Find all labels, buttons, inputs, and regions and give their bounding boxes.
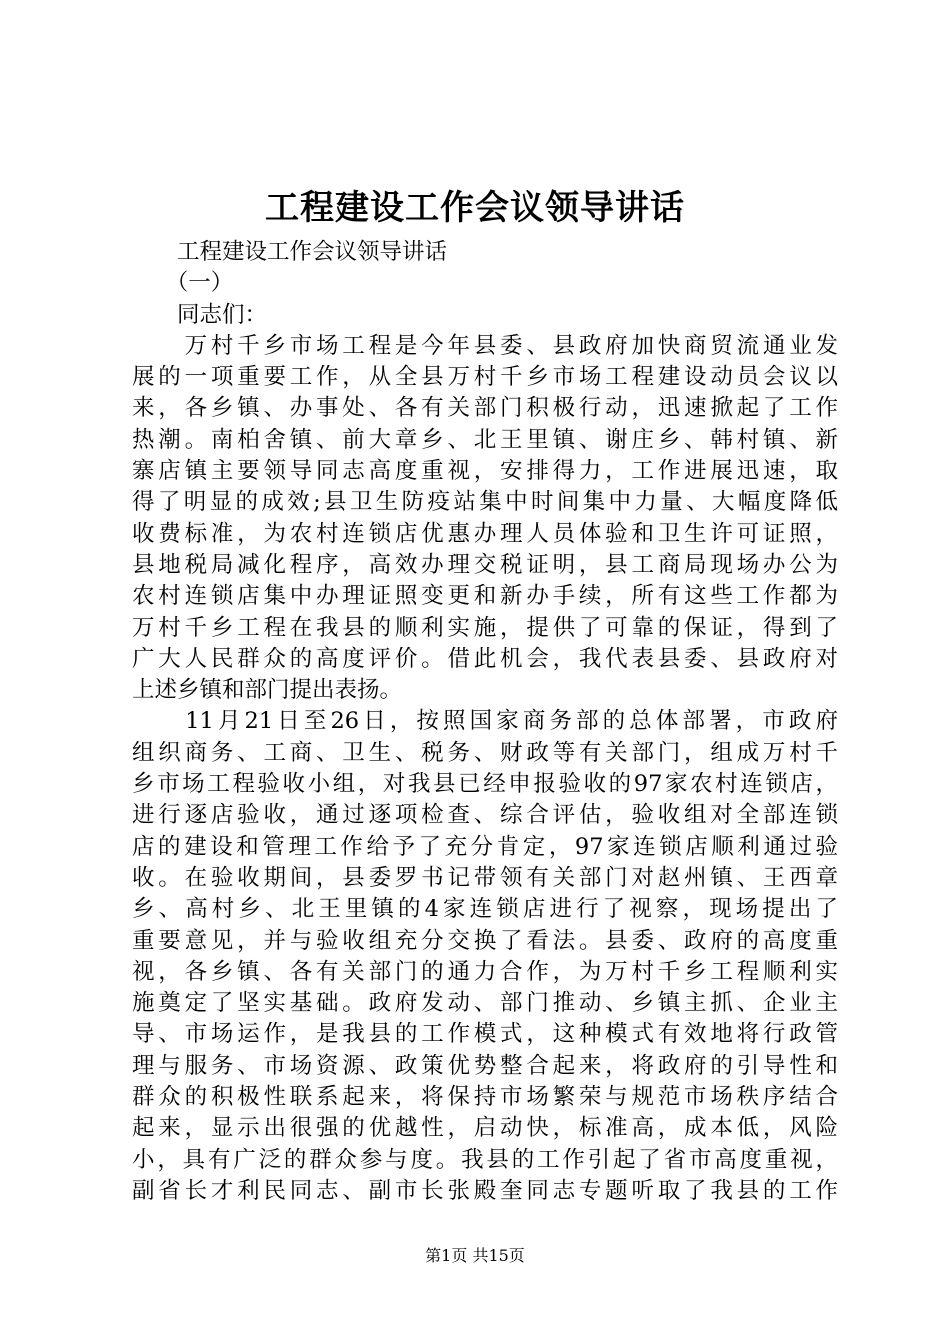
text-line: 乡、高村乡、北王里镇的4家连锁店进行了视察，现场提出了 — [132, 896, 838, 923]
text-line: 群众的积极性联系起来，将保持市场繁荣与规范市场秩序结合 — [132, 1084, 838, 1111]
text-line: 寨店镇主要领导同志高度重视，安排得力，工作进展迅速，取 — [132, 458, 838, 485]
text-line: 进行逐店验收，通过逐项检查、综合评估，验收组对全部连锁 — [132, 802, 838, 829]
text-line: 视，各乡镇、各有关部门的通力合作，为万村千乡工程顺利实 — [132, 958, 838, 985]
text-line: 同志们： — [132, 301, 268, 328]
text-line: 导、市场运作，是我县的工作模式，这种模式有效地将行政管 — [132, 1021, 838, 1048]
text-line: 11月21日至26日，按照国家商务部的总体部署，市政府 — [132, 708, 838, 735]
text-line: 来，各乡镇、办事处、各有关部门积极行动，迅速掀起了工作 — [132, 395, 838, 422]
text-line: 广大人民群众的高度评价。借此机会，我代表县委、县政府对 — [132, 645, 838, 672]
text-line: 工程建设工作会议领导讲话 — [132, 239, 448, 265]
document-body — [132, 237, 838, 1207]
text-line: 理与服务、市场资源、政策优势整合起来，将政府的引导性和 — [132, 1052, 838, 1079]
text-line: 店的建设和管理工作给予了充分肯定，97家连锁店顺利通过验 — [132, 833, 838, 860]
text-line: 副省长才利民同志、副市长张殿奎同志专题听取了我县的工作 — [132, 1177, 838, 1204]
document-title: 工程建设工作会议领导讲话 — [265, 188, 685, 228]
text-line: 组织商务、工商、卫生、税务、财政等有关部门，组成万村千 — [132, 739, 838, 766]
text-line: 乡市场工程验收小组，对我县已经申报验收的97家农村连锁店， — [132, 771, 838, 798]
text-line: 万村千乡工程在我县的顺利实施，提供了可靠的保证，得到了 — [132, 614, 838, 641]
text-line: 县地税局减化程序，高效办理交税证明，县工商局现场办公为 — [132, 551, 838, 578]
text-line: 收。在验收期间，县委罗书记带领有关部门对赵州镇、王西章 — [132, 864, 838, 891]
text-line: 上述乡镇和部门提出表扬。 — [132, 677, 403, 704]
text-line: 小，具有广泛的群众参与度。我县的工作引起了省市高度重视， — [132, 1146, 838, 1173]
page-footer: 第1页 共15页 — [425, 1246, 525, 1265]
text-line: 得了明显的成效;县卫生防疫站集中时间集中力量、大幅度降低 — [132, 489, 838, 516]
text-line: 重要意见，并与验收组充分交换了看法。县委、政府的高度重 — [132, 927, 838, 954]
text-line: （一） — [132, 270, 234, 297]
text-line: 热潮。南柏舍镇、前大章乡、北王里镇、谢庄乡、韩村镇、新 — [132, 426, 838, 453]
text-line: 施奠定了坚实基础。政府发动、部门推动、乡镇主抓、企业主 — [132, 990, 838, 1017]
text-line: 农村连锁店集中办理证照变更和新办手续，所有这些工作都为 — [132, 583, 838, 610]
text-line: 起来，显示出很强的优越性，启动快，标准高，成本低，风险 — [132, 1115, 838, 1142]
text-line: 万村千乡市场工程是今年县委、县政府加快商贸流通业发 — [132, 332, 838, 359]
text-line: 展的一项重要工作，从全县万村千乡市场工程建设动员会议以 — [132, 364, 838, 391]
text-line: 收费标准，为农村连锁店优惠办理人员体验和卫生许可证照， — [132, 520, 838, 547]
